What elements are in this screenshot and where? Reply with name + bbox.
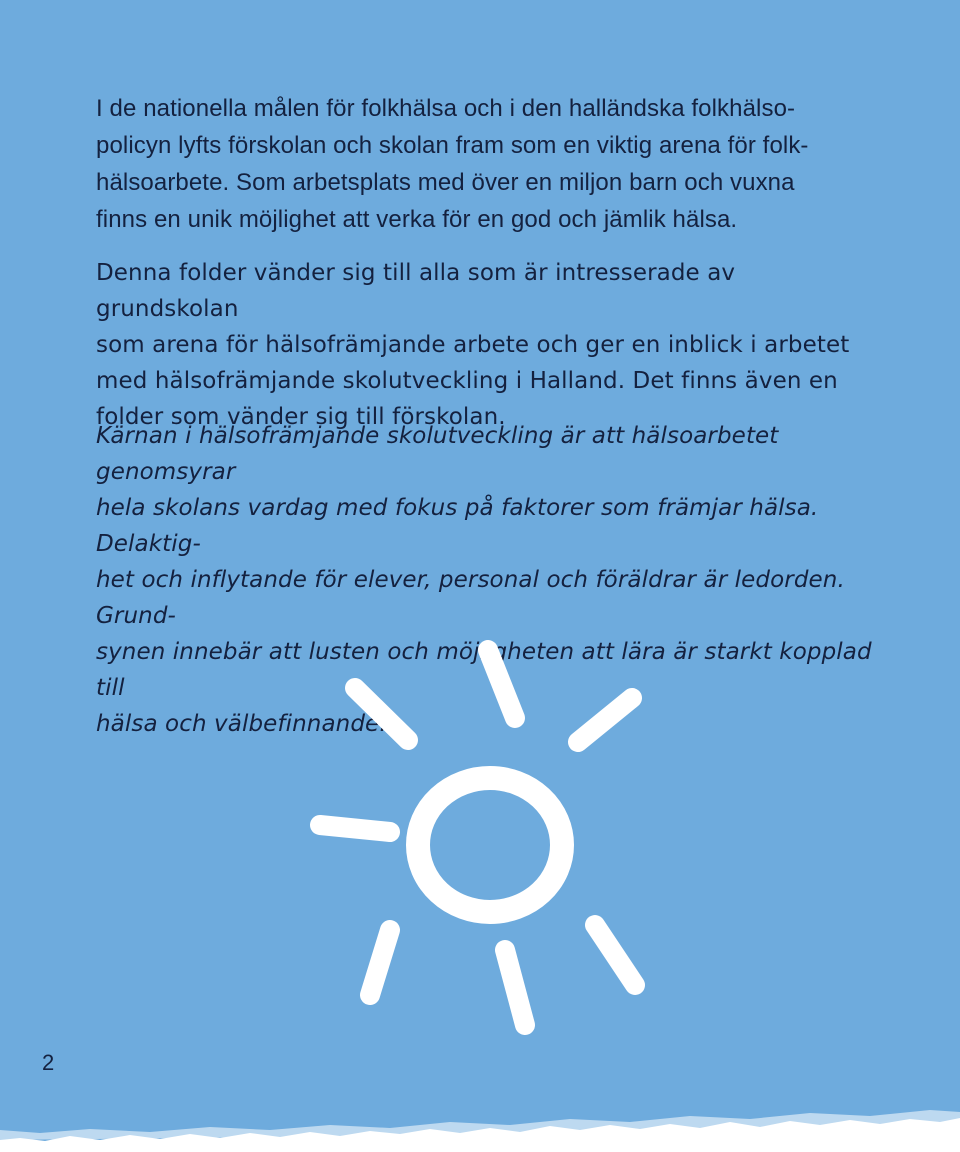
torn-bottom-edge (0, 1100, 960, 1152)
sun-ray (488, 650, 515, 718)
sun-ray (370, 930, 390, 995)
page-number: 2 (42, 1050, 55, 1075)
folder-description-paragraph: Denna folder vänder sig till alla som är intresserade av grundskolan som arena för hälsofrämjande arbete och ger en inblick i arbetet med hälsofrämjande skolutveckling i Halland. Det finns även en folder som vänder sig till förskolan. (96, 260, 850, 430)
sun-ray (320, 825, 390, 832)
sun-ray (505, 950, 525, 1025)
sun-core (418, 778, 562, 912)
sun-ray (355, 688, 408, 740)
sun-ray (595, 925, 635, 985)
core-statement-paragraph: Kärnan i hälsofrämjande skolutveckling är att hälsoarbetet genomsyrar hela skolans vardag med fokus på faktorer som främjar hälsa. Delaktig- het och inflytande för elever, personal och föräldrar är ledorden. Grund- synen innebär att lusten och möjligheten att lära är starkt kopplad till hälsa och välbefinnande. (96, 423, 872, 737)
sun-icon (300, 620, 680, 1040)
intro-paragraph: I de nationella målen för folkhälsa och i den halländska folkhälso- policyn lyfts förskolan och skolan fram som en viktig arena för folk- hälsoarbete. Som arbetsplats med över en miljon barn och vuxna finns en unik möjlighet att verka för en god och jämlik hälsa. (96, 95, 809, 233)
sun-ray (578, 698, 632, 742)
